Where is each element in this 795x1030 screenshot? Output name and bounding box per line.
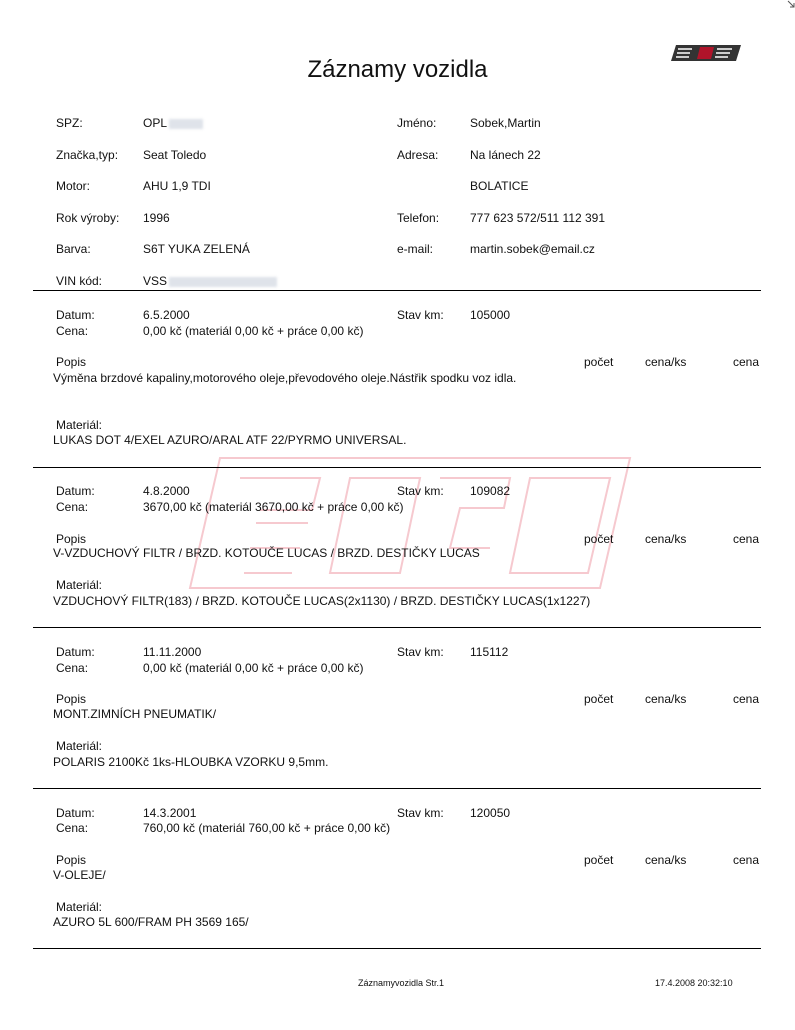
color-label: Barva: — [56, 242, 91, 256]
count-header: počet — [584, 532, 614, 546]
popis-header: Popis — [56, 853, 87, 867]
model-label: Značka,typ: — [56, 148, 119, 162]
record-price: 0,00 kč (materiál 0,00 kč + práce 0,00 kč) — [143, 324, 364, 338]
count-header: počet — [584, 355, 614, 369]
record-km-label: Stav km: — [397, 645, 444, 659]
vin-label: VIN kód: — [56, 274, 103, 288]
record-date-label: Datum: — [56, 308, 95, 322]
footer-page-title: Záznamyvozidla Str.1 — [358, 978, 445, 988]
material-label: Materiál: — [56, 900, 103, 914]
name-value: Sobek,Martin — [470, 116, 541, 130]
record-km-label: Stav km: — [397, 806, 444, 820]
total-header: cena — [733, 532, 760, 546]
record-material: POLARIS 2100Kč 1ks-HLOUBKA VZORKU 9,5mm. — [53, 755, 329, 769]
year-value: 1996 — [143, 211, 170, 225]
material-label: Materiál: — [56, 578, 103, 592]
name-label: Jméno: — [397, 116, 437, 130]
record-price-label: Cena: — [56, 821, 89, 835]
watermark-logo — [180, 448, 640, 598]
record-date: 11.11.2000 — [143, 645, 202, 659]
record-price: 760,00 kč (materiál 760,00 kč + práce 0,00 kč) — [143, 821, 391, 835]
record-price: 0,00 kč (materiál 0,00 kč + práce 0,00 kč) — [143, 661, 364, 675]
divider — [33, 948, 761, 949]
record-date-label: Datum: — [56, 484, 95, 498]
divider — [33, 290, 761, 291]
record-price-label: Cena: — [56, 500, 89, 514]
record-material: LUKAS DOT 4/EXEL AZURO/ARAL ATF 22/PYRMO UNIVERSAL. — [53, 433, 407, 447]
total-header: cena — [733, 853, 760, 867]
record-km-label: Stav km: — [397, 484, 444, 498]
phone-value: 777 623 572/511 112 391 — [470, 211, 606, 225]
popis-header: Popis — [56, 532, 87, 546]
record-date: 4.8.2000 — [143, 484, 190, 498]
record-description: V-VZDUCHOVÝ FILTR / BRZD. KOTOUČE LUCAS / BRZD. DESTIČKY LUCAS — [53, 546, 480, 560]
record-material: AZURO 5L 600/FRAM PH 3569 165/ — [53, 915, 249, 929]
record-price-label: Cena: — [56, 661, 89, 675]
total-header: cena — [733, 692, 760, 706]
color-value: S6T YUKA ZELENÁ — [143, 242, 250, 256]
record-description: Výměna brzdové kapaliny,motorového oleje,převodového oleje.Nástřik spodku voz idla. — [53, 371, 517, 385]
address-line2: BOLATICE — [470, 179, 529, 193]
page-title: Záznamy vozidla — [307, 56, 488, 83]
resize-corner-icon — [787, 0, 795, 8]
email-label: e-mail: — [397, 242, 434, 256]
divider — [33, 467, 761, 468]
count-header: počet — [584, 853, 614, 867]
popis-header: Popis — [56, 355, 87, 369]
record-date-label: Datum: — [56, 645, 95, 659]
record-price: 3670,00 kč (materiál 3670,00 kč + práce 0,00 kč) — [143, 500, 404, 514]
record-km-label: Stav km: — [397, 308, 444, 322]
count-header: počet — [584, 692, 614, 706]
record-date: 6.5.2000 — [143, 308, 190, 322]
unit-price-header: cena/ks — [645, 692, 687, 706]
footer-timestamp: 17.4.2008 20:32:10 — [655, 978, 733, 988]
email-value: martin.sobek@email.cz — [470, 242, 595, 256]
spz-label: SPZ: — [56, 116, 83, 130]
record-price-label: Cena: — [56, 324, 89, 338]
vin-value: VSS — [143, 274, 277, 288]
material-label: Materiál: — [56, 739, 103, 753]
model-value: Seat Toledo — [143, 148, 207, 162]
record-date-label: Datum: — [56, 806, 95, 820]
record-description: V-OLEJE/ — [53, 868, 106, 882]
record-description: MONT.ZIMNÍCH PNEUMATIK/ — [53, 707, 217, 721]
engine-label: Motor: — [56, 179, 91, 193]
phone-label: Telefon: — [397, 211, 440, 225]
divider — [33, 788, 761, 789]
record-km: 109082 — [470, 484, 511, 498]
record-material: VZDUCHOVÝ FILTR(183) / BRZD. KOTOUČE LUCAS(2x1130) / BRZD. DESTIČKY LUCAS(1x1227) — [53, 594, 591, 608]
record-km: 120050 — [470, 806, 511, 820]
record-km: 115112 — [470, 645, 509, 659]
total-header: cena — [733, 355, 760, 369]
address-line1: Na lánech 22 — [470, 148, 541, 162]
unit-price-header: cena/ks — [645, 532, 687, 546]
record-date: 14.3.2001 — [143, 806, 197, 820]
material-label: Materiál: — [56, 418, 103, 432]
divider — [33, 627, 761, 628]
unit-price-header: cena/ks — [645, 853, 687, 867]
popis-header: Popis — [56, 692, 87, 706]
spz-value: OPL — [143, 116, 203, 130]
year-label: Rok výroby: — [56, 211, 120, 225]
engine-value: AHU 1,9 TDI — [143, 179, 211, 193]
record-km: 105000 — [470, 308, 511, 322]
unit-price-header: cena/ks — [645, 355, 687, 369]
address-label: Adresa: — [397, 148, 439, 162]
redacted-blur — [169, 277, 277, 287]
redacted-blur — [169, 119, 203, 129]
